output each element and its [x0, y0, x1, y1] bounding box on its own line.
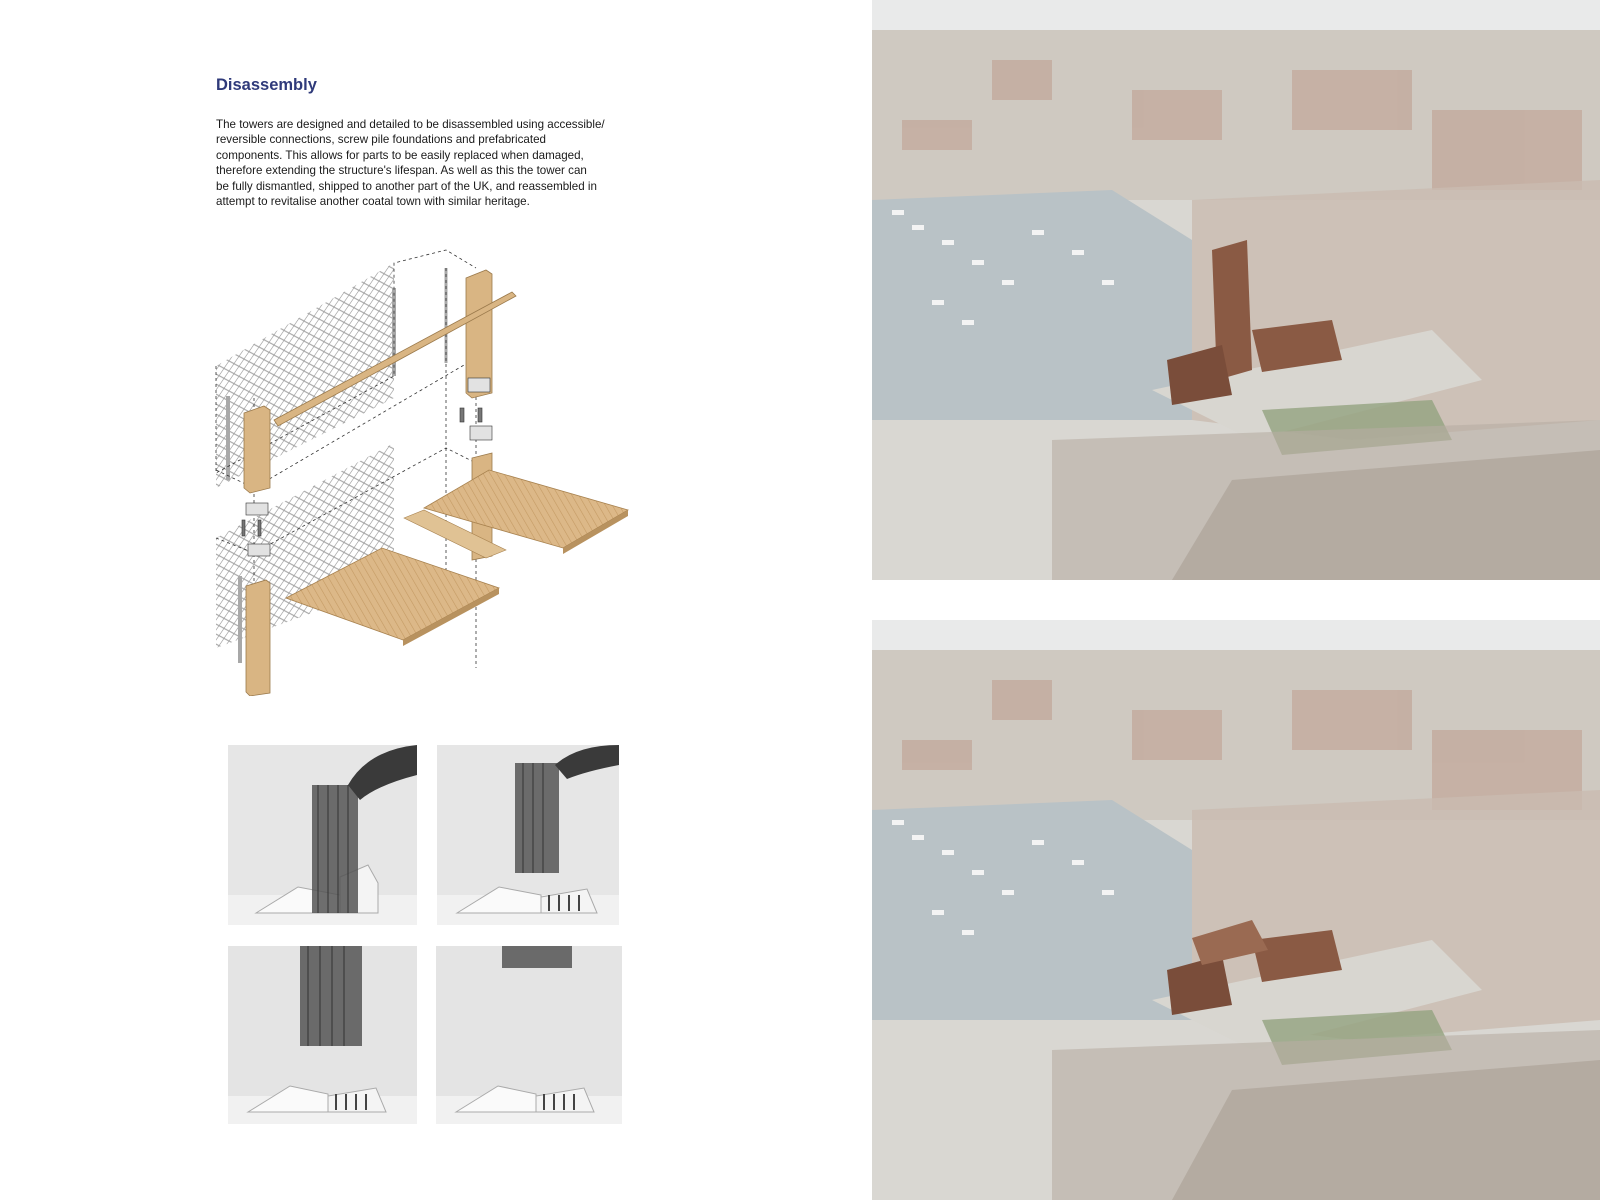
model-photo-2: [437, 745, 619, 925]
exploded-axonometric-diagram: [214, 248, 646, 696]
model-photo-3: [228, 946, 417, 1124]
description-paragraph: The towers are designed and detailed to be disassembled using accessible/ reversible connections, screw pile foundations and prefabricated components. This allows for parts to be easily replaced when damaged, therefore extending the structure's lifespan. As well as this the tower can be fully dismantled, shipped to another part of the UK, and reassembled in attempt to revitalise another coatal town with similar heritage.: [216, 118, 605, 209]
timber-column-left: [244, 406, 270, 493]
model-photo-1: [228, 745, 417, 925]
model-photo-4: [436, 946, 622, 1124]
section-heading: Disassembly: [216, 76, 317, 94]
aerial-view-with-tower: [872, 0, 1600, 580]
aerial-view-tower-removed: [872, 620, 1600, 1200]
